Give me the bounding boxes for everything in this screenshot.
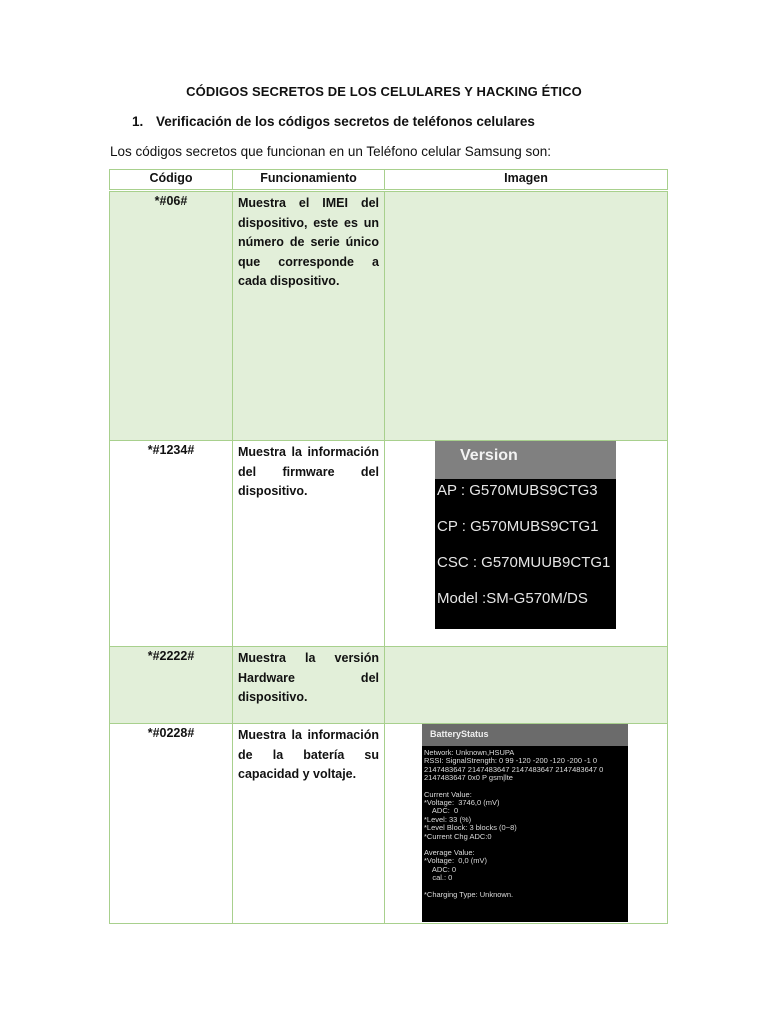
version-ap: AP : G570MUBS9CTG3: [437, 482, 598, 499]
version-model: Model :SM-G570M/DS: [437, 590, 588, 607]
battery-status-line: 2147483647 2147483647 2147483647 2147483647 0: [424, 764, 604, 774]
battery-status-line: Average Value:: [424, 848, 475, 858]
battery-status-line: *Voltage: 3746,0 (mV): [424, 798, 500, 808]
row-code: *#1234#: [110, 441, 233, 647]
battery-header: BatteryStatus: [422, 724, 628, 746]
row-code: *#0228#: [110, 724, 233, 924]
row-image: [385, 724, 668, 924]
intro-paragraph: Los códigos secretos que funcionan en un Teléfono celular Samsung son:: [110, 144, 552, 159]
row-function: Muestra la versión Hardware del dispositivo.: [233, 647, 385, 724]
header-code: Código: [110, 170, 233, 191]
battery-status-line: cal.: 0: [424, 873, 453, 883]
battery-status-line: 2147483647 0x0 P gsm|lte: [424, 773, 513, 783]
table-row: [110, 724, 668, 924]
battery-status-line: ADC: 0: [424, 864, 457, 874]
header-image: Imagen: [385, 170, 668, 191]
table-row: [110, 647, 668, 724]
row-image-empty: [385, 191, 668, 441]
document-title: CÓDIGOS SECRETOS DE LOS CELULARES Y HACKING ÉTICO: [186, 84, 582, 99]
battery-status-line: *Voltage: 0,0 (mV): [424, 856, 487, 866]
table-row: [110, 191, 668, 441]
battery-status-text: [422, 746, 628, 899]
codes-table: [109, 169, 668, 924]
section-number: 1.: [132, 114, 144, 129]
row-image: [385, 441, 668, 647]
table-header-row: [110, 170, 668, 191]
row-function: Muestra el IMEI del dispositivo, este es un número de serie único que corresponde a cada dispositivo.: [233, 191, 385, 441]
version-csc: CSC : G570MUUB9CTG1: [437, 554, 611, 571]
row-function: Muestra la información del firmware del dispositivo.: [233, 441, 385, 647]
battery-status-line: Network: Unknown,HSUPA: [424, 748, 515, 757]
battery-status-line: RSSI: SignalStrength: 0 99 -120 -200 -120 -200 -1 0: [424, 756, 598, 766]
section-heading-text: Verificación de los códigos secretos de teléfonos celulares: [156, 114, 535, 129]
battery-status-line: *Charging Type: Unknown.: [424, 889, 514, 899]
row-code: *#2222#: [110, 647, 233, 724]
version-header: Version: [435, 441, 616, 479]
row-code: *#06#: [110, 191, 233, 441]
header-function: Funcionamiento: [233, 170, 385, 191]
battery-status-line: Current Value:: [424, 789, 472, 799]
version-screenshot: [435, 441, 616, 629]
battery-status-line: *Level Block: 3 blocks (0~8): [424, 823, 517, 833]
battery-status-line: *Current Chg ADC:0: [424, 831, 492, 841]
battery-status-line: ADC: 0: [424, 806, 459, 816]
section-heading: [132, 114, 535, 129]
row-image-empty: [385, 647, 668, 724]
row-function: Muestra la información de la batería su capacidad y voltaje.: [233, 724, 385, 924]
battery-status-line: *Level: 33 (%): [424, 814, 472, 824]
battery-screenshot: [422, 724, 628, 922]
table-row: [110, 441, 668, 647]
version-cp: CP : G570MUBS9CTG1: [437, 518, 599, 535]
